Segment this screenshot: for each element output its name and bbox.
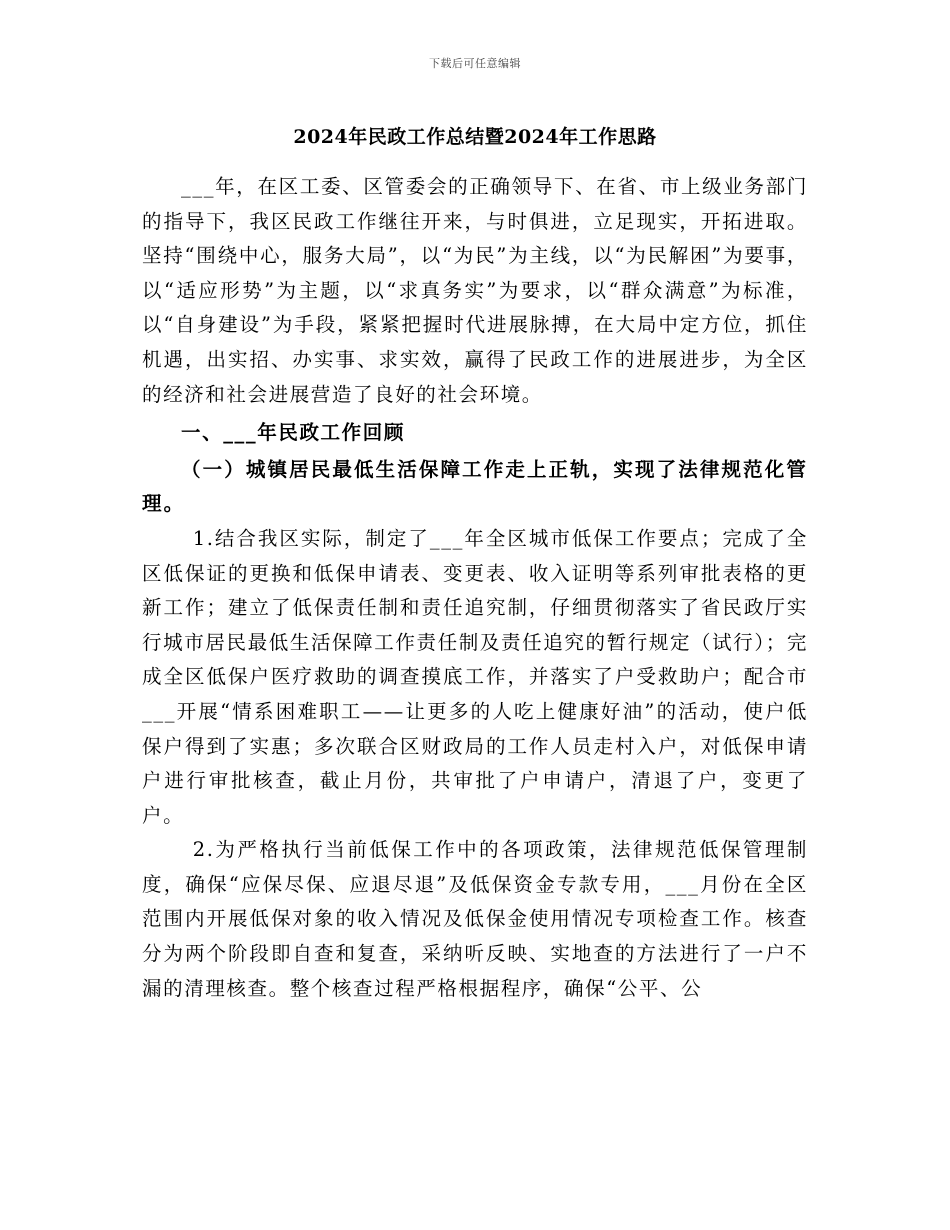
item-paragraph-1: 1.结合我区实际，制定了___年全区城市低保工作要点；完成了全区低保证的更换和低保申请表、变更表、收入证明等系列审批表格的更新工作；建立了低保责任制和责任追究制，仔细贯彻落实了省民政厅实行城市居民最低生活保障工作责任制及责任追究的暂行规定（试行）；完成全区低保户医疗救助的调查摸底工作，并落实了户受救助户；配合市___开展“情系困难职工——让更多的人吃上健康好油”的活动，使户低保户得到了实惠；多次联合区财政局的工作人员走村入户，对低保申请户进行审批核查，截止月份，共审批了户申请户，清退了户，变更了户。 bbox=[142, 526, 808, 827]
intro-paragraph: ___年，在区工委、区管委会的正确领导下、在省、市上级业务部门的指导下，我区民政工作继往开来，与时俱进，立足现实，开拓进取。坚持“围绕中心，服务大局”，以“为民”为主线，以“为民解困”为要事，以“适应形势”为主题，以“求真务实”为要求，以“群众满意”为标准，以“自身建设”为手段，紧紧把握时代进展脉搏，在大局中定方位，抓住机遇，出实招、办实事、求实效，赢得了民政工作的进展进步，为全区的经济和社会进展营造了良好的社会环境。 bbox=[142, 175, 808, 406]
subsection-heading: （一）城镇居民最低生活保障工作走上正轨，实现了法律规范化管理。 bbox=[142, 457, 808, 516]
document-body bbox=[142, 170, 808, 1006]
section-heading: 一、___年民政工作回顾 bbox=[181, 421, 405, 445]
document-title: 2024年民政工作总结暨2024年工作思路 bbox=[293, 126, 657, 148]
item-paragraph-2: 2.为严格执行当前低保工作中的各项政策，法律规范低保管理制度，确保“应保尽保、应退尽退”及低保资金专款专用，___月份在全区范围内开展低保对象的收入情况及低保金使用情况专项检查工作。核查分为两个阶段即自查和复查，采纳听反映、实地查的方法进行了一户不漏的清理核查。整个核查过程严格根据程序，确保“公平、公 bbox=[142, 838, 808, 1000]
header-note: 下载后可任意编辑 bbox=[429, 57, 521, 70]
